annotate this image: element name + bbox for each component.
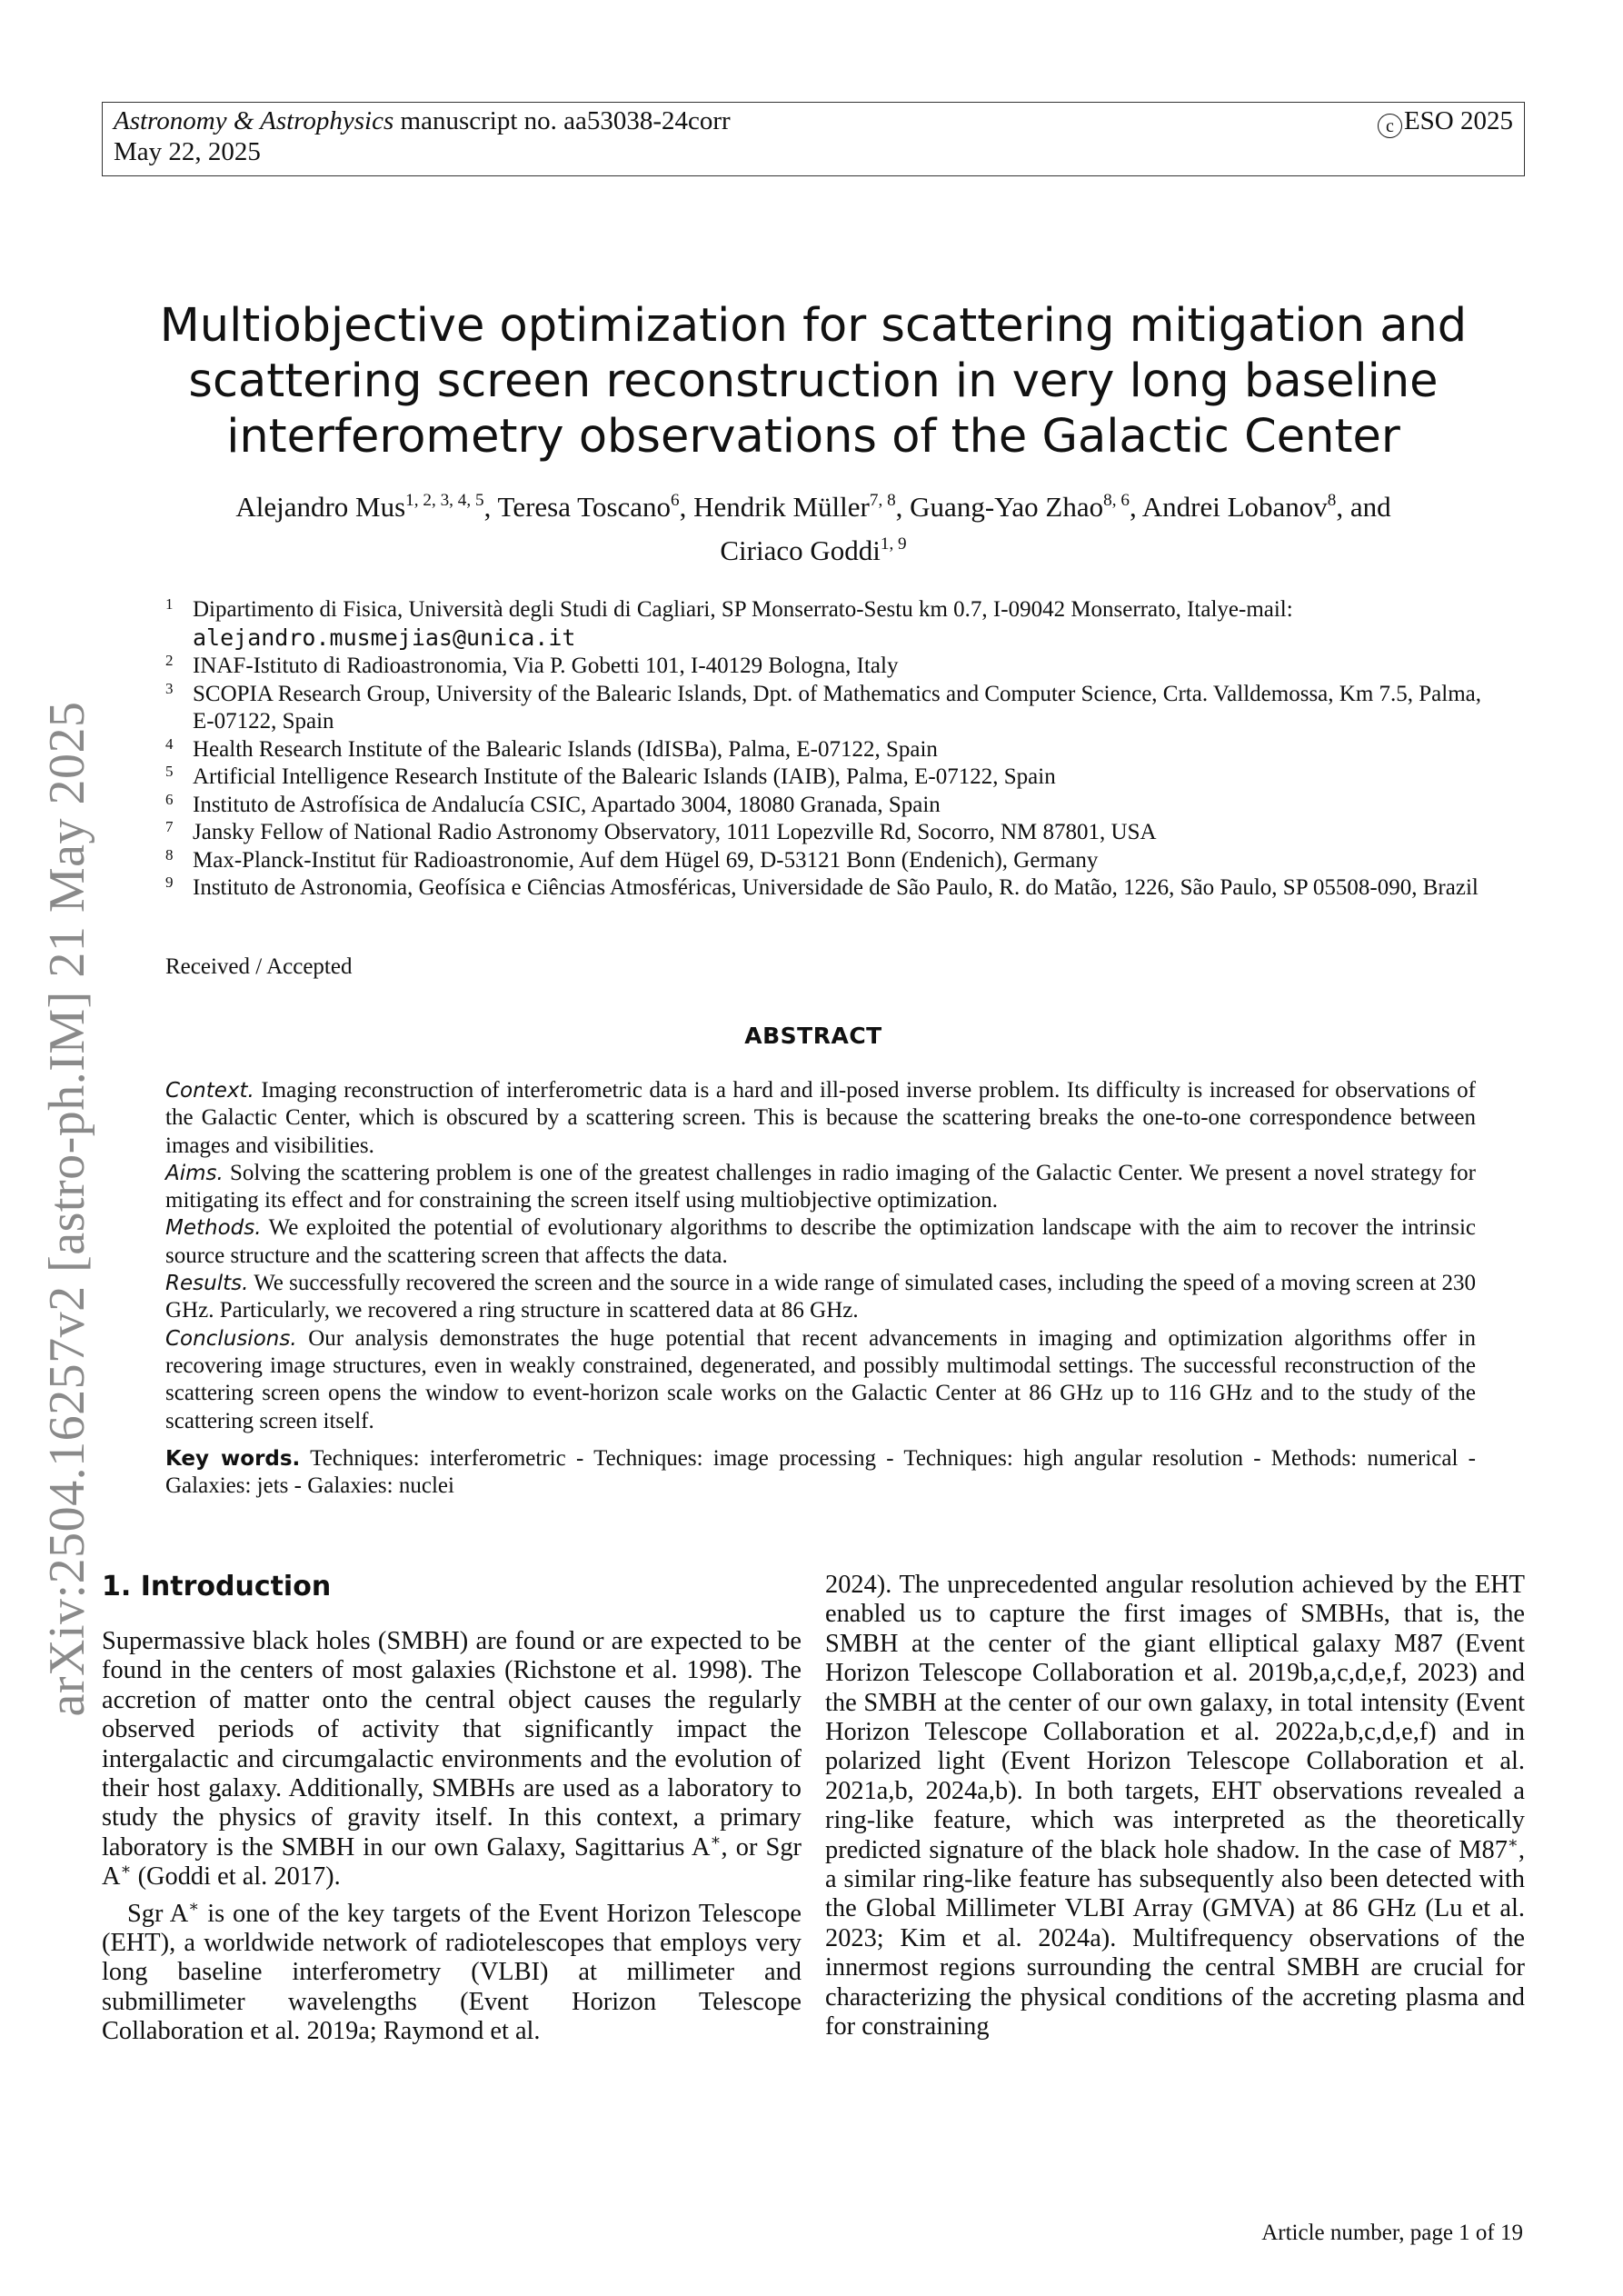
abstract-aims: Aims. Solving the scattering problem is one of the greatest challenges in radio imaging of the Galactic Center. We present a novel strategy for mitigating its effect and for constraining the screen itself using multiobjective optimization. (165, 1160, 1476, 1213)
author: Guang-Yao Zhao$^{8, 6}$, (910, 491, 1142, 523)
affiliation: 6 Instituto de Astrofísica de Andalucía CSIC, Apartado 3004, 18080 Granada, Spain (165, 790, 941, 817)
author: Alejandro Mus$^{1, 2, 3, 4, 5}$, (235, 491, 498, 523)
email-link[interactable]: alejandro.musmejias@unica.it (193, 624, 576, 651)
affiliation: 5 Artificial Intelligence Research Institute of the Balearic Islands (IAIB), Palma, E-07122, Spain (165, 763, 1056, 789)
copyright-text: ESO 2025 (1403, 106, 1513, 135)
abstract (165, 1077, 1476, 1435)
journal-line (114, 106, 731, 136)
journal-name: Astronomy & Astrophysics (114, 106, 394, 135)
body-column-right (825, 1571, 1525, 2042)
affiliation: 8 Max-Planck-Institut für Radioastronomie, Auf dem Hügel 69, D-53121 Bonn (Endenich), Germany (165, 845, 1099, 873)
paragraph: Sgr A∗ is one of the key targets of the Event Horizon Telescope (EHT), a worldwide network of radiotelescopes that employs very long baseline interferometry (VLBI) at millimeter and submillimeter wavelengths (Event Horizon Telescope Collaboration et al. 2019a; Raymond et al. (102, 1896, 802, 2046)
affiliation: 7 Jansky Fellow of National Radio Astronomy Observatory, 1011 Lopezville Rd, Socorro, NM 87801, USA (165, 818, 1157, 844)
keywords-text: Techniques: interferometric - Techniques: image processing - Techniques: high angular resolution - Methods: numerical - Galaxies: jets - Galaxies: nuclei (165, 1446, 1476, 1499)
affiliation: 2 INAF-Istituto di Radioastronomia, Via P. Gobetti 101, I-40129 Bologna, Italy (165, 652, 899, 678)
page-footer: Article number, page 1 of 19 (1261, 2221, 1523, 2245)
paper-title: Multiobjective optimization for scattering mitigation and scattering screen reconstruction in very long baseline interferometry observations of the Galactic Center (159, 299, 1468, 464)
affiliation: 9 Instituto de Astronomia, Geofísica e Ciências Atmosféricas, Universidade de São Paulo, R. do Matão, 1226, São Paulo, SP 05508-090, Brazil (165, 873, 1479, 900)
arxiv-stamp-text: arXiv:2504.16257v2 [astro-ph.IM] 21 May 2025 (39, 701, 95, 1717)
author: Hendrik Müller$^{7, 8}$, (693, 491, 911, 523)
affiliation: 3 SCOPIA Research Group, University of the Balearic Islands, Dpt. of Mathematics and Computer Science, Crta. Valldemossa, Km 7.5, Palma, E-07122, Spain (165, 679, 1482, 734)
paragraph: Supermassive black holes (SMBH) are found or are expected to be found in the centers of most galaxies (Richstone et al. 1998). The accretion of matter onto the central object causes the regularly observed periods of activity that significantly impact the intergalactic and circumgalactic environments and the evolution of their host galaxy. Additionally, SMBHs are used as a laboratory to study the physics of gravity itself. In this context, a primary laboratory is the SMBH in our own Galaxy, Sagittarius A∗, or Sgr A∗ (Goddi et al. 2017). (102, 1627, 802, 1892)
affiliation-list (165, 596, 1501, 903)
abstract-methods: Methods. We exploited the potential of evolutionary algorithms to describe the optimization landscape with the aim to recover the intrinsic source structure and the scattering screen that affects the data. (165, 1215, 1476, 1268)
paragraph: 2024). The unprecedented angular resolution achieved by the EHT enabled us to capture the first images of SMBHs, that is, the SMBH at the center of the giant elliptical galaxy M87 (Event Horizon Telescope Collaboration et al. 2019b,a,c,d,e,f, 2023) and the SMBH at the center of our own galaxy, in total intensity (Event Horizon Telescope Collaboration et al. 2022a,b,c,d,e,f) and in polarized light (Event Horizon Telescope Collaboration et al. 2021a,b, 2024a,b). In both targets, EHT observations revealed a ring-like feature, which was interpreted as the theoretically predicted signature of the black hole shadow. In the case of M87∗, a similar ring-like feature has subsequently also been detected with the Global Millimeter VLBI Array (GMVA) at 86 GHz (Lu et al. 2023; Kim et al. 2024a). Multifrequency observations of the innermost regions surrounding the central SMBH are crucial for characterizing the physical conditions of the accreting plasma and for constraining (825, 1571, 1525, 2041)
received-accepted: Received / Accepted (165, 954, 353, 979)
keywords (165, 1445, 1476, 1501)
affiliation: 1 Dipartimento di Fisica, Università degli Studi di Cagliari, SP Monserrato-Sestu km 0.7, I-09042 Monserrato, Italye-mail: alejandro.musmejias@unica.it (165, 595, 1293, 651)
author: Andrei Lobanov$^8$, and (1141, 491, 1391, 523)
abstract-conclusions: Conclusions. Our analysis demonstrates the huge potential that recent advancements in imaging and optimization algorithms offer in recovering image structures, even in weakly constrained, degenerated, and possibly multimodal settings. The successful reconstruction of the scattering screen opens the window to event-horizon scale works on the Galactic Center at 86 GHz up to 116 GHz and to the study of the scattering screen itself. (165, 1325, 1476, 1433)
header-date: May 22, 2025 (114, 137, 261, 166)
body-column-left (102, 1627, 802, 2047)
copyright (1378, 106, 1513, 138)
author: Teresa Toscano$^6$, (497, 491, 694, 523)
header-box (102, 102, 1525, 176)
abstract-results: Results. We successfully recovered the screen and the source in a wide range of simulated cases, including the speed of a moving screen at 230 GHz. Particularly, we recovered a ring structure in scattered data at 86 GHz. (165, 1271, 1476, 1323)
manuscript-number: manuscript no. aa53038-24corr (393, 106, 731, 135)
abstract-context: Context. Imaging reconstruction of interferometric data is a hard and ill-posed inverse problem. Its difficulty is increased for observations of the Galactic Center, which is obscured by a scattering screen. This is because the scattering breaks the one-to-one correspondence between images and visibilities. (165, 1078, 1476, 1158)
abstract-heading: ABSTRACT (744, 1023, 882, 1049)
section-heading: 1. Introduction (102, 1571, 332, 1602)
keywords-label: Key words. (165, 1447, 301, 1471)
author-list (127, 485, 1499, 573)
author: Ciriaco Goddi$^{1, 9}$ (720, 534, 907, 566)
arxiv-stamp (31, 636, 104, 1782)
copyright-symbol: c (1378, 114, 1402, 138)
affiliation: 4 Health Research Institute of the Balearic Islands (IdISBa), Palma, E-07122, Spain (165, 734, 938, 762)
